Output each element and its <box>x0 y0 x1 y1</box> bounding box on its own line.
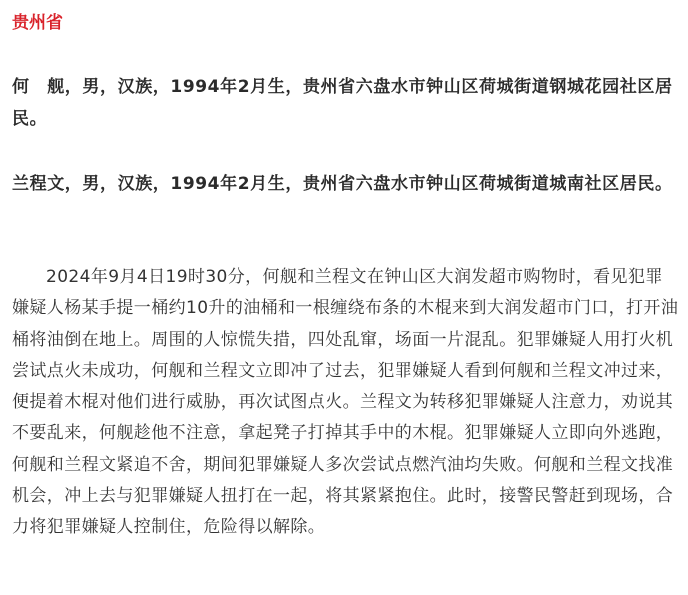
person-intro-he-jian: 何 舰，男，汉族，1994年2月生，贵州省六盘水市钟山区荷城街道钢城花园社区居民。 <box>12 77 673 129</box>
story-paragraph: 2024年9月4日19时30分，何舰和兰程文在钟山区大润发超市购物时，看见犯罪嫌疑人杨某手提一桶约10升的油桶和一根缠绕布条的木棍来到大润发超市门口，打开油桶将油倒在地上。周围的人惊慌失措，四处乱窜，场面一片混乱。犯罪嫌疑人用打火机尝试点火未成功，何舰和兰程文立即冲了过去，犯罪嫌疑人看到何舰和兰程文冲过来，便提着木棍对他们进行威胁，再次试图点火。兰程文为转移犯罪嫌疑人注意力，劝说其不要乱来，何舰趁他不注意，拿起凳子打掉其手中的木棍。犯罪嫌疑人立即向外逃跑，何舰和兰程文紧追不舍，期间犯罪嫌疑人多次尝试点燃汽油均失败。何舰和兰程文找准机会，冲上去与犯罪嫌疑人扭打在一起，将其紧紧抱住。此时，接警民警赶到现场，合力将犯罪嫌疑人控制住，危险得以解除。 <box>12 267 679 538</box>
person-intro-lan-chengwen: 兰程文，男，汉族，1994年2月生，贵州省六盘水市钟山区荷城街道城南社区居民。 <box>12 174 673 194</box>
province-heading: 贵州省 <box>12 13 63 33</box>
